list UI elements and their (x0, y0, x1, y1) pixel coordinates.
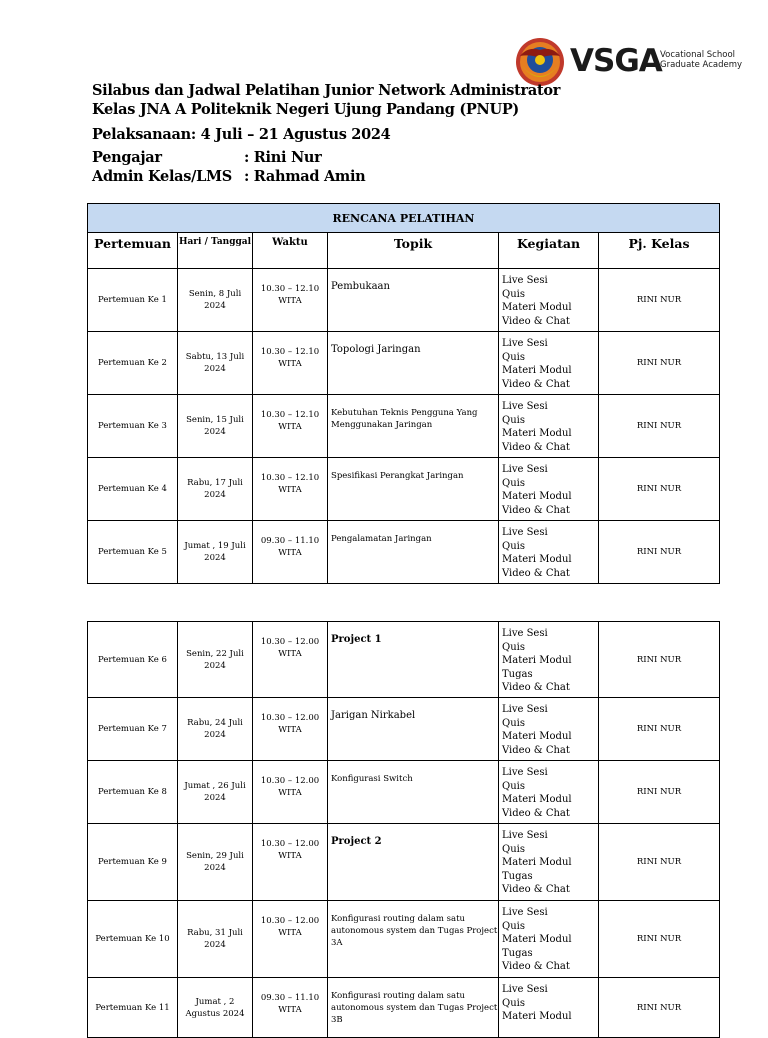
meeting-cell: Pertemuan Ke 9 (88, 824, 178, 901)
pj-cell: RINI NUR (599, 698, 720, 761)
topic-cell: Konfigurasi routing dalam satu autonomous system dan Tugas Project 3B (328, 978, 499, 1038)
date-cell: Senin, 8 Juli 2024 (178, 269, 253, 332)
logo-subtitle-line1: Vocational School (660, 50, 736, 60)
document-header (92, 81, 560, 144)
activities-cell (499, 521, 599, 584)
table-row (88, 458, 720, 521)
table-row (88, 761, 720, 824)
meeting-cell: Pertemuan Ke 4 (88, 458, 178, 521)
activity-item: Video & Chat (502, 504, 570, 516)
activity-item: Materi Modul (502, 1011, 572, 1023)
pj-cell: RINI NUR (599, 269, 720, 332)
table-body-2 (88, 622, 720, 1038)
activities-cell (499, 622, 599, 698)
topic-cell: Topologi Jaringan (328, 332, 499, 395)
teacher-row (92, 148, 365, 167)
activity-item: Live Sesi (502, 628, 548, 639)
time-cell: 10.30 – 12.00 WITA (253, 698, 328, 761)
topic-cell: Jarigan Nirkabel (328, 698, 499, 761)
activity-item: Live Sesi (502, 338, 548, 349)
date-cell: Rabu, 24 Juli 2024 (178, 698, 253, 761)
activities-cell (499, 901, 599, 978)
col-header-date: Hari / Tanggal (178, 233, 253, 269)
time-cell: 10.30 – 12.00 WITA (253, 622, 328, 698)
topic-cell: Project 1 (328, 622, 499, 698)
activity-item: Tugas (502, 668, 533, 680)
table-body-1 (88, 269, 720, 584)
time-cell: 10.30 – 12.10 WITA (253, 332, 328, 395)
date-cell: Jumat , 2 Agustus 2024 (178, 978, 253, 1038)
col-header-topic: Topik (328, 233, 499, 269)
logo-subtitle-line2: Graduate Academy (660, 60, 743, 70)
activity-item: Live Sesi (502, 907, 548, 918)
teacher-value: : Rini Nur (244, 149, 322, 166)
activity-item: Quis (502, 780, 525, 792)
logo-brand: VSGA (570, 43, 662, 79)
pj-cell: RINI NUR (599, 458, 720, 521)
meeting-cell: Pertemuan Ke 5 (88, 521, 178, 584)
topic-cell: Spesifikasi Perangkat Jaringan (328, 458, 499, 521)
table-row (88, 622, 720, 698)
activity-item: Video & Chat (502, 441, 570, 453)
time-cell: 10.30 – 12.00 WITA (253, 824, 328, 901)
activity-item: Materi Modul (502, 365, 572, 377)
activities-cell (499, 395, 599, 458)
activity-item: Materi Modul (502, 491, 572, 503)
activity-item: Quis (502, 920, 525, 932)
activity-item: Tugas (502, 947, 533, 959)
pj-cell: RINI NUR (599, 824, 720, 901)
col-header-pj: Pj. Kelas (599, 233, 720, 269)
activity-item: Video & Chat (502, 744, 570, 756)
activity-item: Video & Chat (502, 567, 570, 579)
time-cell: 10.30 – 12.00 WITA (253, 761, 328, 824)
activities-cell (499, 978, 599, 1038)
activity-item: Live Sesi (502, 984, 548, 995)
activity-item: Live Sesi (502, 464, 548, 475)
table-row (88, 698, 720, 761)
time-cell: 10.30 – 12.00 WITA (253, 901, 328, 978)
logo-subtitle (660, 50, 742, 70)
activity-item: Video & Chat (502, 378, 570, 390)
activity-item: Live Sesi (502, 767, 548, 778)
activity-item: Live Sesi (502, 527, 548, 538)
table-title-row (88, 204, 720, 233)
activity-item: Quis (502, 477, 525, 489)
table-row (88, 521, 720, 584)
title-line-1: Silabus dan Jadwal Pelatihan Junior Network Administrator (92, 82, 561, 99)
activity-item: Live Sesi (502, 704, 548, 715)
activities-cell (499, 458, 599, 521)
date-cell: Senin, 29 Juli 2024 (178, 824, 253, 901)
admin-row (92, 167, 365, 186)
meeting-cell: Pertemuan Ke 3 (88, 395, 178, 458)
activity-item: Quis (502, 997, 525, 1009)
activity-item: Materi Modul (502, 934, 572, 946)
activity-item: Live Sesi (502, 830, 548, 841)
table-row (88, 269, 720, 332)
activity-item: Materi Modul (502, 428, 572, 440)
activity-item: Materi Modul (502, 302, 572, 314)
table-row (88, 395, 720, 458)
meeting-cell: Pertemuan Ke 1 (88, 269, 178, 332)
meeting-cell: Pertemuan Ke 2 (88, 332, 178, 395)
table-row (88, 901, 720, 978)
topic-cell: Pengalamatan Jaringan (328, 521, 499, 584)
topic-cell: Pembukaan (328, 269, 499, 332)
activity-item: Quis (502, 843, 525, 855)
col-header-activity: Kegiatan (499, 233, 599, 269)
activities-cell (499, 761, 599, 824)
teacher-label: Pengajar (92, 149, 162, 166)
activity-item: Materi Modul (502, 554, 572, 566)
date-cell: Senin, 22 Juli 2024 (178, 622, 253, 698)
table-header-row (88, 233, 720, 269)
activity-item: Materi Modul (502, 794, 572, 806)
activity-item: Quis (502, 540, 525, 552)
activities-cell (499, 824, 599, 901)
date-cell: Rabu, 17 Juli 2024 (178, 458, 253, 521)
admin-label: Admin Kelas/LMS (92, 168, 232, 185)
pj-cell: RINI NUR (599, 761, 720, 824)
date-cell: Rabu, 31 Juli 2024 (178, 901, 253, 978)
activity-item: Video & Chat (502, 961, 570, 973)
pj-cell: RINI NUR (599, 978, 720, 1038)
activity-item: Materi Modul (502, 655, 572, 667)
class-info (92, 148, 365, 186)
activity-item: Tugas (502, 870, 533, 882)
activities-cell (499, 332, 599, 395)
activity-item: Quis (502, 351, 525, 363)
activity-item: Quis (502, 717, 525, 729)
activity-item: Video & Chat (502, 682, 570, 694)
topic-cell: Kebutuhan Teknis Pengguna Yang Menggunakan Jaringan (328, 395, 499, 458)
col-header-time: Waktu (253, 233, 328, 269)
activity-item: Live Sesi (502, 401, 548, 412)
pj-cell: RINI NUR (599, 901, 720, 978)
date-cell: Jumat , 26 Juli 2024 (178, 761, 253, 824)
time-cell: 10.30 – 12.10 WITA (253, 458, 328, 521)
table-title: RENCANA PELATIHAN (88, 204, 720, 233)
meeting-cell: Pertemuan Ke 6 (88, 622, 178, 698)
activity-item: Materi Modul (502, 731, 572, 743)
meeting-cell: Pertemuan Ke 11 (88, 978, 178, 1038)
pj-cell: RINI NUR (599, 622, 720, 698)
activities-cell (499, 698, 599, 761)
pj-cell: RINI NUR (599, 332, 720, 395)
activity-item: Video & Chat (502, 315, 570, 327)
date-cell: Sabtu, 13 Juli 2024 (178, 332, 253, 395)
execution-period: Pelaksanaan: 4 Juli – 21 Agustus 2024 (92, 126, 391, 143)
activity-item: Quis (502, 414, 525, 426)
time-cell: 09.30 – 11.10 WITA (253, 521, 328, 584)
topic-cell: Konfigurasi Switch (328, 761, 499, 824)
col-header-pertemuan: Pertemuan (88, 233, 178, 269)
date-cell: Senin, 15 Juli 2024 (178, 395, 253, 458)
table-row (88, 978, 720, 1038)
table-row (88, 824, 720, 901)
activity-item: Materi Modul (502, 857, 572, 869)
activity-item: Quis (502, 288, 525, 300)
topic-cell: Konfigurasi routing dalam satu autonomous system dan Tugas Project 3A (328, 901, 499, 978)
meeting-cell: Pertemuan Ke 8 (88, 761, 178, 824)
schedule-table-1 (87, 203, 720, 584)
pj-cell: RINI NUR (599, 521, 720, 584)
activity-item: Quis (502, 641, 525, 653)
time-cell: 10.30 – 12.10 WITA (253, 269, 328, 332)
date-cell: Jumat , 19 Juli 2024 (178, 521, 253, 584)
title-line-2: Kelas JNA A Politeknik Negeri Ujung Pandang (PNUP) (92, 101, 519, 118)
activity-item: Live Sesi (502, 275, 548, 286)
admin-value: : Rahmad Amin (244, 168, 366, 185)
activity-item: Video & Chat (502, 884, 570, 896)
time-cell: 10.30 – 12.10 WITA (253, 395, 328, 458)
activity-item: Video & Chat (502, 807, 570, 819)
meeting-cell: Pertemuan Ke 10 (88, 901, 178, 978)
pj-cell: RINI NUR (599, 395, 720, 458)
table-row (88, 332, 720, 395)
schedule-table-2 (87, 621, 720, 1038)
meeting-cell: Pertemuan Ke 7 (88, 698, 178, 761)
topic-cell: Project 2 (328, 824, 499, 901)
time-cell: 09.30 – 11.10 WITA (253, 978, 328, 1038)
activities-cell (499, 269, 599, 332)
